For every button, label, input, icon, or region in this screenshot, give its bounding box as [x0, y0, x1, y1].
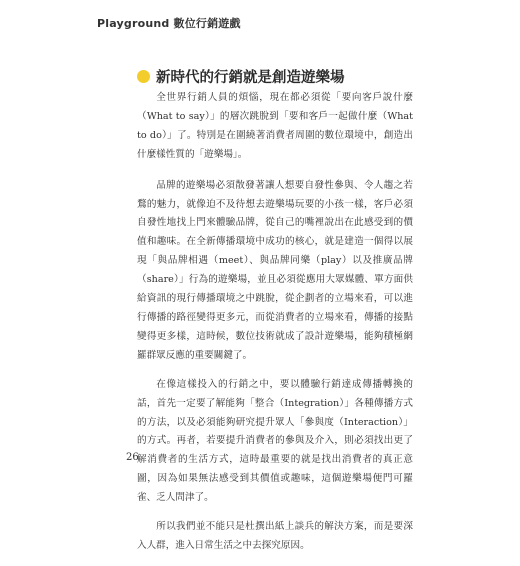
running-header: Playground 數位行銷遊戲 [97, 17, 241, 30]
section-heading-text: 新時代的行銷就是創造遊樂場 [156, 70, 345, 86]
paragraph: 在像這樣投入的行銷之中，要以體驗行銷達成傳播轉換的話，首先一定要了解能夠「整合（Integration）」各種傳播方式的方法，以及必須能夠研究提升眾人「參與度（Interaction）」的方式。再者，若要提升消費者的參與及介入，則必須找出更了解消費者的生活方式，這時最重要的就是找出消費者的真正意圖，因為如果無法感受到其價值或趣味，這個遊樂場便門可羅雀、乏人問津了。 [137, 378, 413, 504]
section-heading [137, 66, 437, 87]
paragraph: 品牌的遊樂場必須散發著讓人想要自發性參與、令人趨之若鶩的魅力，就像迫不及待想去遊樂場玩要的小孩一樣，客戶必須自發性地找上門來體驗品牌，從自己的嘴裡說出在此感受到的價值和趣味。在全新傳播環境中成功的核心，就是建造一個得以展現「與品牌相遇（meet）、與品牌同樂（play）以及推廣品牌（share）」行為的遊樂場，並且必須從應用大眾媒體、單方面供給資訊的現行傳播環境之中跳脫，從企劃者的立場來看，可以進行傳播的路徑變得更多元，而從消費者的立場來看，傳播的接點變得更多樣，這時候，數位技術就成了設計遊樂場，能夠積極網羅群眾反應的重要關鍵了。 [137, 179, 413, 361]
paragraph: 全世界行銷人員的煩惱，現在都必須從「要向客戶說什麼（What to say）」的層次跳脫到「要和客戶一起做什麼（What to do）」了。特別是在圍繞著消費者周圍的數位環境中，創造出什麼樣性質的「遊樂場」。 [137, 92, 413, 160]
paragraph: 所以我們並不能只是杜撰出紙上談兵的解決方案，而是要深入人群，進入日常生活之中去探究原因。 [137, 521, 413, 551]
yellow-bullet-icon [137, 70, 150, 83]
body-text [137, 89, 413, 566]
page-number: 26 [126, 452, 139, 463]
